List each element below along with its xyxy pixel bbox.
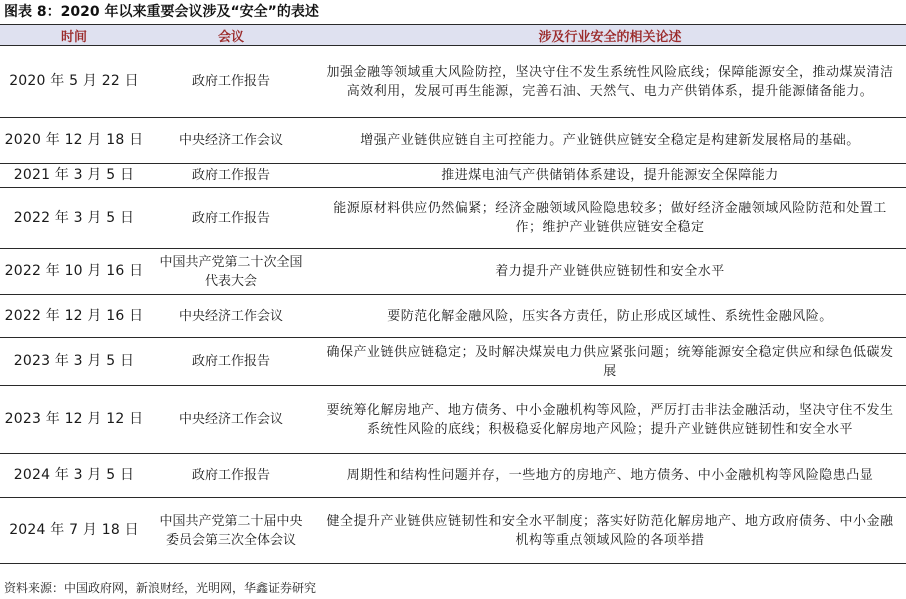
row-date: 2024 年 7 月 18 日	[0, 498, 148, 564]
row-date: 2022 年 10 月 16 日	[0, 249, 148, 295]
table-row	[0, 118, 906, 164]
meetings-table	[0, 24, 906, 564]
row-meeting: 中国共产党第二十次全国代表大会	[148, 249, 314, 295]
header-content: 涉及行业安全的相关论述	[314, 25, 906, 46]
row-date: 2022 年 3 月 5 日	[0, 188, 148, 249]
row-date: 2023 年 3 月 5 日	[0, 338, 148, 386]
row-content: 确保产业链供应链稳定；及时解决煤炭电力供应紧张问题；统筹能源安全稳定供应和绿色低碳发展	[314, 338, 906, 386]
table-row	[0, 46, 906, 118]
row-date: 2021 年 3 月 5 日	[0, 164, 148, 188]
header-time: 时间	[0, 25, 148, 46]
table-row	[0, 164, 906, 188]
row-content: 增强产业链供应链自主可控能力。产业链供应链安全稳定是构建新发展格局的基础。	[314, 118, 906, 164]
table-row	[0, 249, 906, 295]
table-row	[0, 295, 906, 338]
row-content: 健全提升产业链供应链韧性和安全水平制度；落实好防范化解房地产、地方政府债务、中小金融机构等重点领域风险的各项举措	[314, 498, 906, 564]
header-meeting: 会议	[148, 25, 314, 46]
source-note: 资料来源：中国政府网，新浪财经，光明网，华鑫证券研究	[4, 581, 317, 595]
row-content: 加强金融等领域重大风险防控，坚决守住不发生系统性风险底线；保障能源安全，推动煤炭清洁高效利用，发展可再生能源，完善石油、天然气、电力产供销体系，提升能源储备能力。	[314, 46, 906, 118]
row-content: 推进煤电油气产供储销体系建设，提升能源安全保障能力	[314, 164, 906, 188]
row-meeting: 政府工作报告	[148, 46, 314, 118]
row-meeting: 政府工作报告	[148, 188, 314, 249]
row-content: 周期性和结构性问题并存，一些地方的房地产、地方债务、中小金融机构等风险隐患凸显	[314, 454, 906, 498]
row-meeting: 中央经济工作会议	[148, 118, 314, 164]
row-date: 2024 年 3 月 5 日	[0, 454, 148, 498]
row-meeting: 政府工作报告	[148, 454, 314, 498]
row-date: 2023 年 12 月 12 日	[0, 386, 148, 454]
table-row	[0, 454, 906, 498]
row-meeting: 中央经济工作会议	[148, 386, 314, 454]
row-meeting: 政府工作报告	[148, 164, 314, 188]
row-date: 2022 年 12 月 16 日	[0, 295, 148, 338]
table-row	[0, 338, 906, 386]
table-row	[0, 498, 906, 564]
row-content: 能源原材料供应仍然偏紧；经济金融领域风险隐患较多；做好经济金融领域风险防范和处置工作；维护产业链供应链安全稳定	[314, 188, 906, 249]
figure-title: 图表 8：2020 年以来重要会议涉及“安全”的表述	[4, 4, 319, 20]
row-content: 要防范化解金融风险，压实各方责任，防止形成区域性、系统性金融风险。	[314, 295, 906, 338]
row-meeting: 中央经济工作会议	[148, 295, 314, 338]
table-row	[0, 386, 906, 454]
row-date: 2020 年 12 月 18 日	[0, 118, 148, 164]
table-body	[0, 46, 906, 564]
row-date: 2020 年 5 月 22 日	[0, 46, 148, 118]
row-content: 要统筹化解房地产、地方债务、中小金融机构等风险，严厉打击非法金融活动，坚决守住不发生系统性风险的底线；积极稳妥化解房地产风险；提升产业链供应链韧性和安全水平	[314, 386, 906, 454]
row-meeting: 政府工作报告	[148, 338, 314, 386]
row-meeting: 中国共产党第二十届中央委员会第三次全体会议	[148, 498, 314, 564]
row-content: 着力提升产业链供应链韧性和安全水平	[314, 249, 906, 295]
table-header	[0, 25, 906, 46]
table-row	[0, 188, 906, 249]
